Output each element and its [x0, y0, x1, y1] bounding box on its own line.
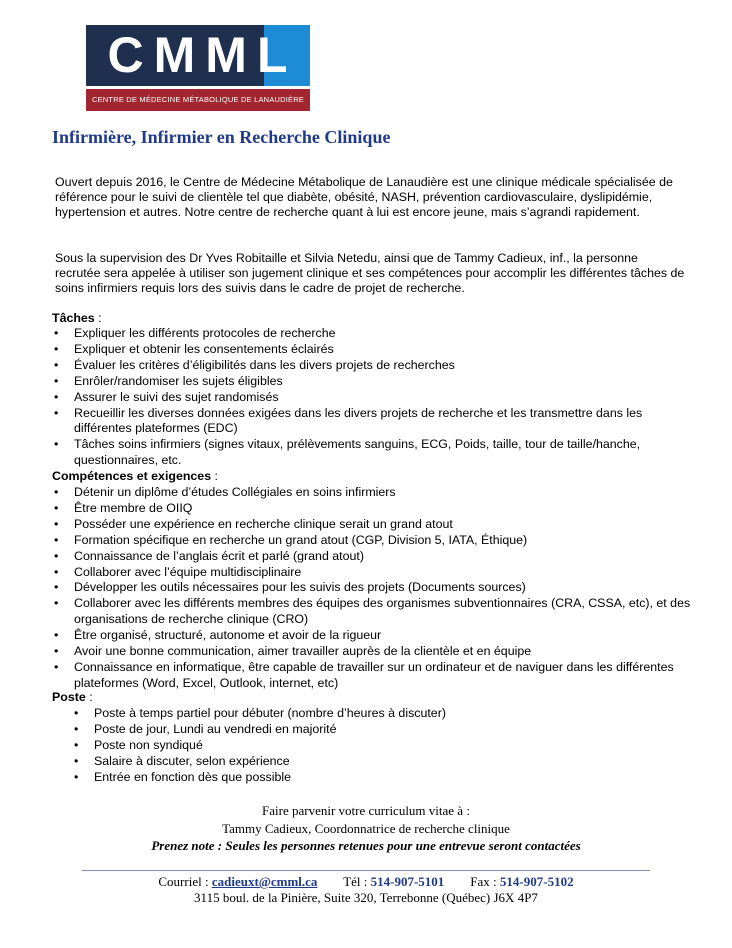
address: 3115 boul. de la Pinière, Suite 320, Terrebonne (Québec) J6X 4P7: [194, 890, 538, 905]
list-item: • Formation spécifique en recherche un grand atout (CGP, Division 5, IATA, Éthique): [52, 533, 692, 549]
list-item: • Connaissance de l’anglais écrit et parlé (grand atout): [52, 549, 692, 565]
list-item: • Évaluer les critères d’éligibilités dans les divers projets de recherches: [52, 358, 692, 374]
competences-heading-label: Compétences et exigences: [52, 469, 212, 483]
phone-value: 514-907-5101: [370, 874, 445, 889]
logo-subtitle: CENTRE DE MÉDECINE MÉTABOLIQUE DE LANAUDIÈRE: [86, 89, 310, 111]
list-item: • Assurer le suivi des sujet randomisés: [52, 390, 692, 406]
closing-line-1: Faire parvenir votre curriculum vitae à :: [262, 803, 470, 818]
section-heading-taches: Tâches :: [52, 311, 102, 325]
list-item: • Connaissance en informatique, être capable de travailler sur un ordinateur et de naviguer dans les différentes plateformes (Word, Excel, Outlook, internet, etc): [52, 660, 692, 692]
list-item: • Salaire à discuter, selon expérience: [72, 754, 672, 770]
list-item: • Poste non syndiqué: [72, 738, 672, 754]
cmml-logo: [86, 25, 310, 111]
logo-letter: L: [256, 27, 289, 83]
contact-line: [0, 874, 732, 890]
list-item: • Enrôler/randomiser les sujets éligibles: [52, 374, 692, 390]
taches-heading-label: Tâches: [52, 311, 95, 325]
intro-paragraph-2: Sous la supervision des Dr Yves Robitaille et Silvia Netedu, ainsi que de Tammy Cadieux, inf., la personne recrutée sera appelée à utiliser son jugement clinique et ses compétences pour accomplir les différentes tâches de soins infirmiers requis lors des suivis dans le cadre de projet de recherche.: [55, 251, 685, 295]
competences-list: [52, 485, 692, 692]
email-link[interactable]: cadieuxt@cmml.ca: [211, 874, 318, 889]
fax-value: 514-907-5102: [499, 874, 574, 889]
poste-heading-label: Poste: [52, 690, 86, 704]
email-label: Courriel :: [158, 874, 209, 889]
intro-paragraph-1: Ouvert depuis 2016, le Centre de Médecine Métabolique de Lanaudière est une clinique médicale spécialisée de référence pour le suivi de clientèle tel que diabète, obésité, NASH, prévention cardiovasculaire, dyslipidémie, hypertension et autres. Notre centre de recherche quant à lui est encore jeune, mais s’agrandi rapidement.: [55, 175, 673, 219]
list-item: • Détenir un diplôme d’études Collégiales en soins infirmiers: [52, 485, 692, 501]
list-item: • Recueillir les diverses données exigées dans les divers projets de recherche et les transmettre dans les différentes plateformes (EDC): [52, 406, 692, 438]
list-item: • Poste de jour, Lundi au vendredi en majorité: [72, 722, 672, 738]
logo-letter: C: [107, 27, 145, 83]
phone-label: Tél :: [343, 874, 368, 889]
poste-list: [72, 706, 672, 786]
list-item: • Poste à temps partiel pour débuter (nombre d’heures à discuter): [72, 706, 672, 722]
list-item: • Être organisé, structuré, autonome et avoir de la rigueur: [52, 628, 692, 644]
footer-divider: [82, 870, 650, 871]
logo-letters: [86, 27, 310, 83]
closing-note: Prenez note : Seules les personnes retenues pour une entrevue seront contactées: [151, 838, 581, 853]
list-item: • Collaborer avec l’équipe multidisciplinaire: [52, 565, 692, 581]
list-item: • Avoir une bonne communication, aimer travailler auprès de la clientèle et en équipe: [52, 644, 692, 660]
list-item: • Développer les outils nécessaires pour les suivis des projets (Documents sources): [52, 580, 692, 596]
list-item: • Être membre de OIIQ: [52, 501, 692, 517]
logo-letter: M: [205, 27, 248, 83]
section-heading-poste: Poste :: [52, 690, 93, 704]
fax-label: Fax :: [470, 874, 497, 889]
list-item: • Posséder une expérience en recherche clinique serait un grand atout: [52, 517, 692, 533]
logo-letter: M: [153, 27, 197, 83]
section-heading-competences: Compétences et exigences :: [52, 469, 218, 483]
list-item: • Collaborer avec les différents membres des équipes des organismes subventionnaires (CRA, CSSA, etc), et des organisations de recherche clinique (CRO): [52, 596, 692, 628]
list-item: • Entrée en fonction dès que possible: [72, 770, 672, 786]
taches-list: [52, 326, 692, 469]
list-item: • Expliquer les différents protocoles de recherche: [52, 326, 692, 342]
page-title: Infirmière, Infirmier en Recherche Clinique: [52, 127, 391, 147]
closing-line-2: Tammy Cadieux, Coordonnatrice de recherche clinique: [222, 821, 510, 836]
list-item: • Expliquer et obtenir les consentements éclairés: [52, 342, 692, 358]
list-item: • Tâches soins infirmiers (signes vitaux, prélèvements sanguins, ECG, Poids, taille, tour de taille/hanche, questionnaires, etc.: [52, 437, 692, 469]
